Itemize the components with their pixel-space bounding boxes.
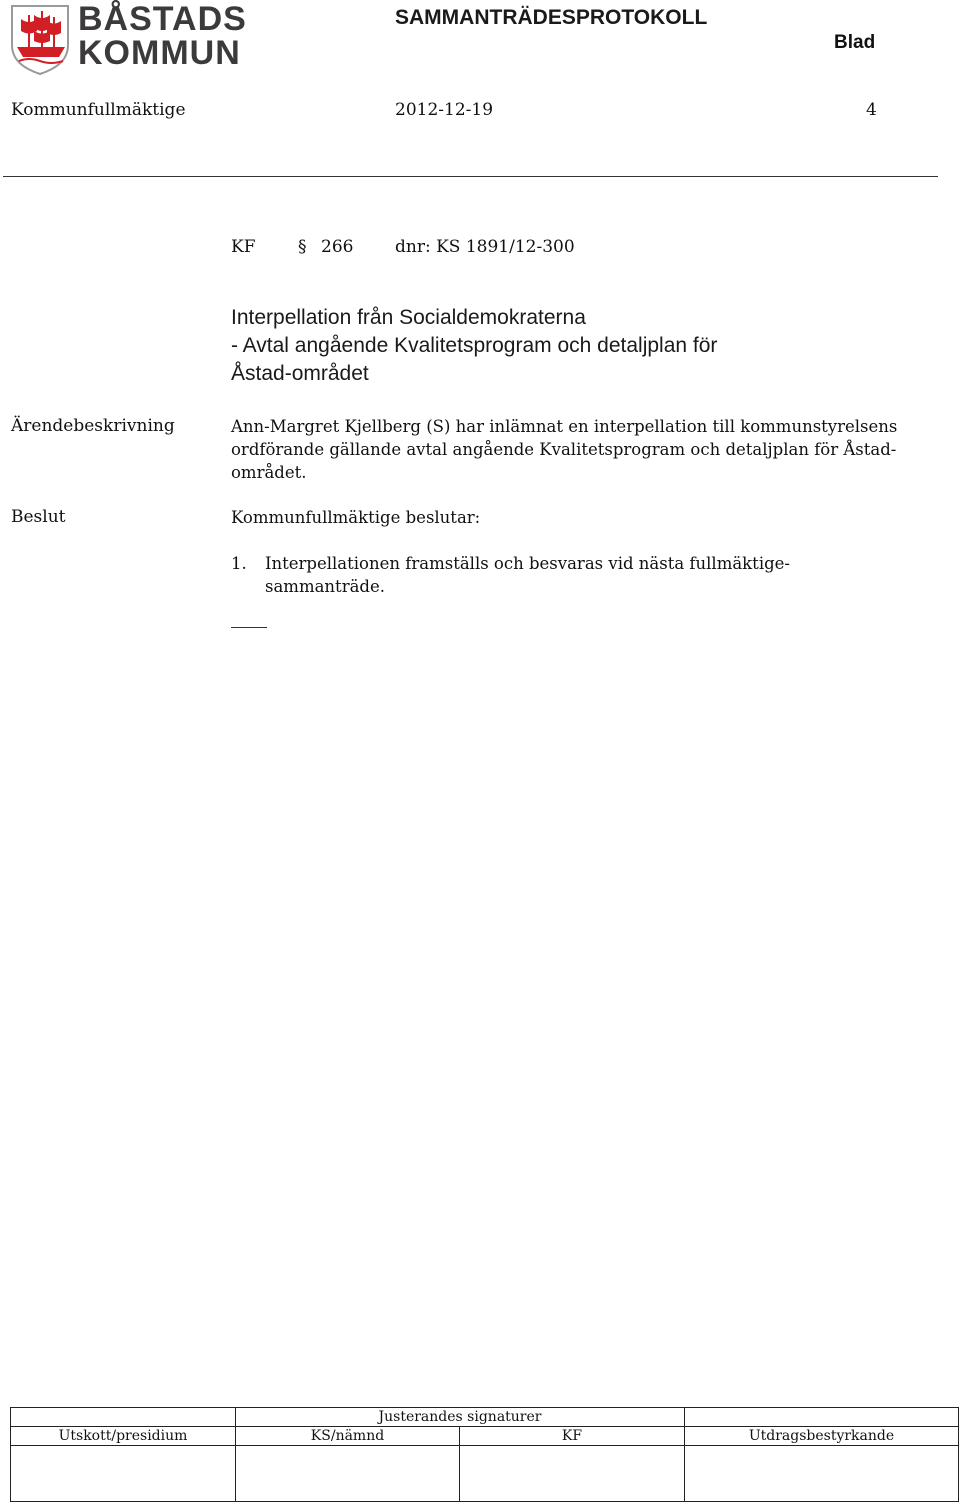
decision-intro: Kommunfullmäktige beslutar:: [231, 508, 481, 527]
column-utdragsbestyrkande: Utdragsbestyrkande: [685, 1427, 959, 1446]
signatures-heading: Justerandes signaturer: [236, 1408, 685, 1427]
column-kf: KF: [460, 1427, 685, 1446]
paragraph-number: 266: [321, 237, 354, 257]
end-rule: [231, 627, 267, 628]
logo-line-1: BÅSTADS: [78, 0, 247, 38]
decision-item-line-1: Interpellationen framställs och besvaras vid nästa fullmäktige-: [265, 554, 790, 573]
paragraph-sign: §: [298, 237, 307, 257]
case-title-line-1: Interpellation från Socialdemokraterna: [231, 306, 586, 329]
decision-label: Beslut: [11, 507, 66, 527]
signature-box-kf: [460, 1446, 685, 1502]
description-line-3: området.: [231, 463, 307, 482]
sheet-label: Blad: [834, 32, 876, 53]
column-utskott: Utskott/presidium: [11, 1427, 236, 1446]
description-line-1: Ann-Margret Kjellberg (S) har inlämnat en interpellation till kommunstyrelsens: [231, 417, 898, 436]
body-name: Kommunfullmäktige: [11, 100, 186, 120]
meeting-date: 2012-12-19: [395, 100, 494, 120]
logo-wordmark: [78, 2, 247, 70]
page-number: 4: [866, 100, 877, 120]
coat-of-arms-ship-icon: [9, 3, 71, 75]
description-line-2: ordförande gällande avtal angående Kvalitetsprogram och detaljplan för Åstad-: [231, 440, 897, 459]
signature-box-utskott: [11, 1446, 236, 1502]
signature-table: [10, 1407, 959, 1502]
logo-line-2: KOMMUN: [78, 34, 241, 72]
signature-box-ks-namnd: [236, 1446, 460, 1502]
body-abbreviation: KF: [231, 237, 256, 257]
case-title-line-3: Åstad-området: [231, 362, 369, 385]
signature-spacer-left: [11, 1408, 236, 1427]
column-ks-namnd: KS/nämnd: [236, 1427, 460, 1446]
signature-box-utdragsbestyrkande: [685, 1446, 959, 1502]
decision-item-number: 1.: [231, 554, 247, 573]
signature-spacer-right: [685, 1408, 959, 1427]
case-title-line-2: - Avtal angående Kvalitetsprogram och detaljplan för: [231, 334, 718, 357]
description-label: Ärendebeskrivning: [11, 416, 175, 436]
description-text: [231, 415, 911, 484]
document-type: SAMMANTRÄDESPROTOKOLL: [395, 6, 708, 29]
case-number: dnr: KS 1891/12-300: [395, 237, 575, 257]
decision-item-line-2: sammanträde.: [265, 577, 385, 596]
decision-item-text: [265, 552, 790, 598]
header-divider: [3, 176, 938, 177]
case-title: [231, 304, 881, 388]
